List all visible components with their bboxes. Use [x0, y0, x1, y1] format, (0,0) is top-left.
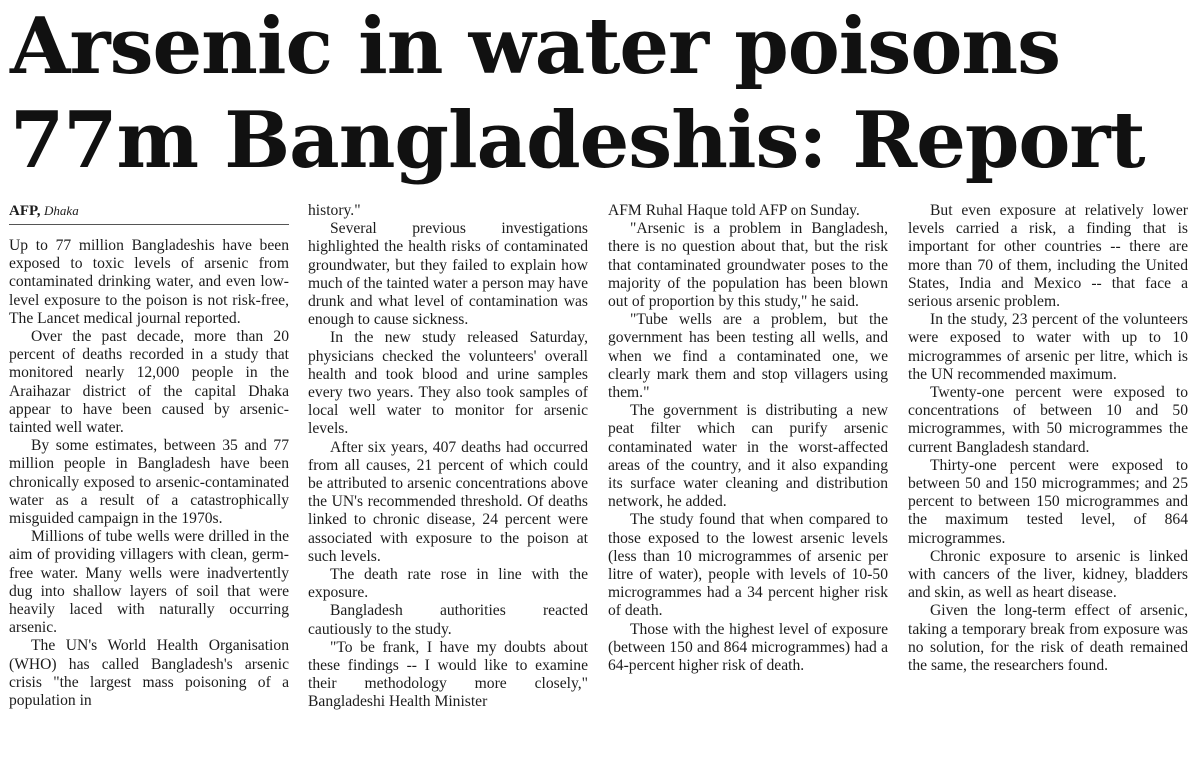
- paragraph: The death rate rose in line with the exposure.: [308, 566, 588, 602]
- paragraph: Twenty-one percent were exposed to concentrations of between 10 and 50 microgrammes, with 50 microgrammes the current Bangladesh standard.: [908, 384, 1188, 456]
- paragraph: After six years, 407 deaths had occurred from all causes, 21 percent of which could be attributed to arsenic concentrations above the UN's recommended threshold. Of deaths linked to chronic disease, 24 percent were associated with exposure to the poison at such levels.: [308, 438, 588, 565]
- byline: [9, 202, 289, 225]
- article-column-3: [608, 202, 888, 675]
- paragraph: "Tube wells are a problem, but the government has been testing all wells, and when we find a contaminated one, we clearly mark them and stop villagers using them.": [608, 311, 888, 402]
- byline-agency: AFP,: [9, 203, 41, 219]
- paragraph: But even exposure at relatively lower levels carried a risk, a finding that is important for other countries -- there are more than 70 of them, including the United States, India and Mexico -- that face a serious arsenic problem.: [908, 202, 1188, 311]
- paragraph: In the new study released Saturday, physicians checked the volunteers' overall health and took blood and urine samples every two years. They also took samples of local well water to monitor for arsenic levels.: [308, 329, 588, 438]
- byline-city: Dhaka: [44, 203, 79, 218]
- paragraph: "To be frank, I have my doubts about these findings -- I would like to examine their methodology more closely," Bangladeshi Health Minister: [308, 638, 588, 711]
- paragraph-continued: AFM Ruhal Haque told AFP on Sunday.: [608, 202, 860, 219]
- paragraph: In the study, 23 percent of the volunteers were exposed to water with up to 10 microgrammes of arsenic per litre, which is the UN recommended maximum.: [908, 311, 1188, 383]
- paragraph: Thirty-one percent were exposed to between 50 and 150 microgrammes; and 25 percent to between 150 microgrammes and the maximum tested level, of 864 microgrammes.: [908, 456, 1188, 547]
- paragraph-continued: history.": [308, 202, 361, 219]
- headline: Arsenic in water poisons 77m Bangladeshis: Report: [10, 1, 1145, 186]
- paragraph: The UN's World Health Organisation (WHO) has called Bangladesh's arsenic crisis "the largest mass poisoning of a population in: [9, 637, 289, 710]
- paragraph: Bangladesh authorities reacted cautiously to the study.: [308, 602, 588, 638]
- paragraph: "Arsenic is a problem in Bangladesh, there is no question about that, but the risk that contaminated groundwater poses to the majority of the population has been blown out of proportion by this study," he said.: [608, 220, 888, 311]
- paragraph: Millions of tube wells were drilled in the aim of providing villagers with clean, germ-free water. Many wells were inadvertently dug into shallow layers of soil that were heavily laced with naturally occurring arsenic.: [9, 528, 289, 637]
- paragraph: Up to 77 million Bangladeshis have been exposed to toxic levels of arsenic from contaminated drinking water, and even low-level exposure to the poison is not risk-free, The Lancet medical journal reported.: [9, 237, 289, 327]
- article-column-1: [9, 202, 289, 710]
- article-column-2: [308, 202, 588, 712]
- paragraph: The study found that when compared to those exposed to the lowest arsenic levels (less than 10 microgrammes of arsenic per litre of water), people with levels of 10-50 microgrammes had a 34 percent higher risk of death.: [608, 511, 888, 620]
- paragraph: The government is distributing a new peat filter which can purify arsenic contaminated water in the worst-affected areas of the country, and it also expanding its surface water cleaning and distribution network, he added.: [608, 402, 888, 511]
- paragraph: Given the long-term effect of arsenic, taking a temporary break from exposure was no solution, for the risk of death remained the same, the researchers found.: [908, 602, 1188, 675]
- paragraph: Those with the highest level of exposure (between 150 and 864 microgrammes) had a 64-percent higher risk of death.: [608, 620, 888, 675]
- paragraph: Chronic exposure to arsenic is linked with cancers of the liver, kidney, bladders and skin, as well as heart disease.: [908, 547, 1188, 602]
- article-column-4: [908, 202, 1188, 675]
- paragraph: Over the past decade, more than 20 percent of deaths recorded in a study that monitored nearly 12,000 people in the Araihazar district of the capital Dhaka appear to have been caused by arsenic-tainted well water.: [9, 328, 289, 437]
- paragraph: By some estimates, between 35 and 77 million people in Bangladesh have been chronically exposed to arsenic-contaminated water as a result of a catastrophically misguided campaign in the 1970s.: [9, 437, 289, 528]
- paragraph: Several previous investigations highlighted the health risks of contaminated groundwater, but they failed to explain how much of the tainted water a person may have drunk and what level of contamination was enough to cause sickness.: [308, 220, 588, 329]
